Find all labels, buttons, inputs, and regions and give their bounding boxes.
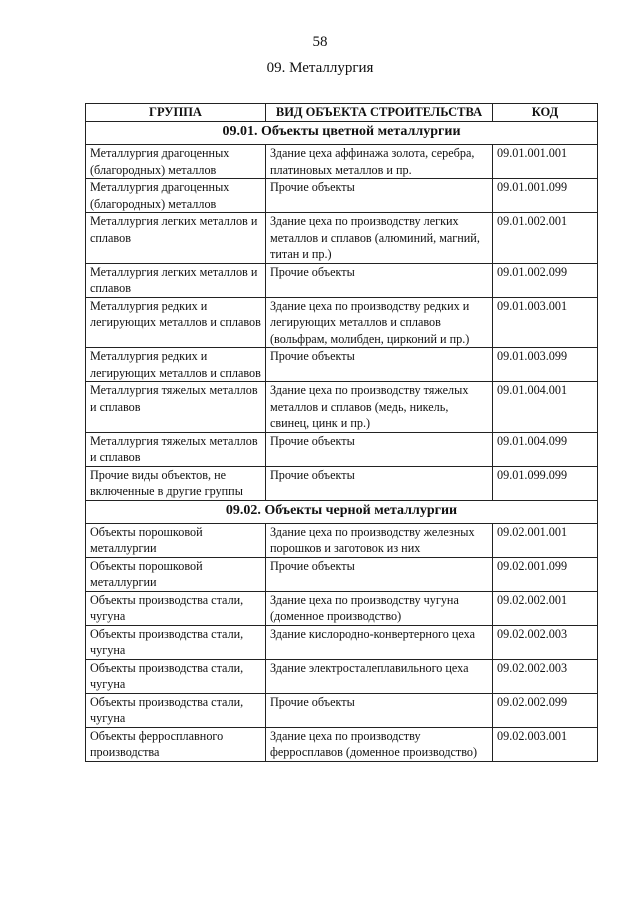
header-code: КОД (493, 104, 598, 122)
cell-group: Объекты ферросплавного производства (86, 727, 266, 761)
cell-group: Металлургия легких металлов и сплавов (86, 263, 266, 297)
table-row (86, 659, 598, 693)
cell-code: 09.01.001.099 (493, 179, 598, 213)
cell-code: 09.02.002.003 (493, 659, 598, 693)
cell-code: 09.01.004.001 (493, 382, 598, 433)
cell-object-type: Здание цеха по производству ферросплавов (доменное производство) (266, 727, 493, 761)
cell-object-type: Здание электросталеплавильного цеха (266, 659, 493, 693)
cell-code: 09.01.004.099 (493, 432, 598, 466)
cell-object-type: Здание цеха по производству легких металлов и сплавов (алюминий, магний, титан и пр.) (266, 213, 493, 264)
cell-object-type: Здание цеха по производству чугуна (доменное производство) (266, 591, 493, 625)
cell-object-type: Прочие объекты (266, 179, 493, 213)
cell-object-type: Прочие объекты (266, 466, 493, 500)
header-group: ГРУППА (86, 104, 266, 122)
table-row (86, 591, 598, 625)
cell-group: Металлургия тяжелых металлов и сплавов (86, 382, 266, 433)
cell-object-type: Здание цеха по производству железных порошков и заготовок из них (266, 523, 493, 557)
cell-code: 09.01.001.001 (493, 145, 598, 179)
table-body (86, 122, 598, 762)
cell-group: Объекты производства стали, чугуна (86, 659, 266, 693)
cell-code: 09.02.002.003 (493, 625, 598, 659)
cell-group: Объекты производства стали, чугуна (86, 625, 266, 659)
cell-group: Металлургия тяжелых металлов и сплавов (86, 432, 266, 466)
cell-code: 09.02.002.099 (493, 693, 598, 727)
table-row (86, 145, 598, 179)
cell-code: 09.01.002.001 (493, 213, 598, 264)
cell-object-type: Прочие объекты (266, 263, 493, 297)
cell-object-type: Прочие объекты (266, 693, 493, 727)
cell-object-type: Прочие объекты (266, 557, 493, 591)
cell-code: 09.02.003.001 (493, 727, 598, 761)
cell-code: 09.02.001.001 (493, 523, 598, 557)
table-row (86, 557, 598, 591)
table-row (86, 348, 598, 382)
cell-group: Объекты производства стали, чугуна (86, 693, 266, 727)
cell-group: Металлургия редких и легирующих металлов и сплавов (86, 348, 266, 382)
cell-code: 09.02.001.099 (493, 557, 598, 591)
cell-group: Объекты порошковой металлургии (86, 523, 266, 557)
table-row (86, 432, 598, 466)
group-title-row (86, 122, 598, 145)
cell-code: 09.01.003.001 (493, 297, 598, 348)
cell-code: 09.02.002.001 (493, 591, 598, 625)
table-row (86, 466, 598, 500)
cell-object-type: Здание цеха по производству тяжелых металлов и сплавов (медь, никель, свинец, цинк и пр.) (266, 382, 493, 433)
cell-object-type: Здание цеха аффинажа золота, серебра, платиновых металлов и пр. (266, 145, 493, 179)
section-title: 09. Металлургия (266, 60, 374, 76)
cell-group: Прочие виды объектов, не включенные в другие группы (86, 466, 266, 500)
table-row (86, 382, 598, 433)
group-title: 09.02. Объекты черной металлургии (86, 500, 598, 523)
cell-object-type: Прочие объекты (266, 348, 493, 382)
cell-group: Металлургия легких металлов и сплавов (86, 213, 266, 264)
cell-object-type: Здание кислородно-конвертерного цеха (266, 625, 493, 659)
table-header (86, 104, 598, 122)
table-row (86, 297, 598, 348)
cell-group: Металлургия редких и легирующих металлов и сплавов (86, 297, 266, 348)
cell-object-type: Здание цеха по производству редких и легирующих металлов и сплавов (вольфрам, молибден, цирконий и пр.) (266, 297, 493, 348)
cell-code: 09.01.099.099 (493, 466, 598, 500)
cell-group: Металлургия драгоценных (благородных) металлов (86, 179, 266, 213)
table-row (86, 213, 598, 264)
table-row (86, 523, 598, 557)
table-row (86, 727, 598, 761)
cell-code: 09.01.003.099 (493, 348, 598, 382)
header-object-type: ВИД ОБЪЕКТА СТРОИТЕЛЬСТВА (266, 104, 493, 122)
table-row (86, 263, 598, 297)
page-number: 58 (312, 34, 328, 50)
cell-group: Объекты производства стали, чугуна (86, 591, 266, 625)
group-title: 09.01. Объекты цветной металлургии (86, 122, 598, 145)
group-title-row (86, 500, 598, 523)
cell-group: Объекты порошковой металлургии (86, 557, 266, 591)
table-row (86, 179, 598, 213)
table-row (86, 693, 598, 727)
cell-code: 09.01.002.099 (493, 263, 598, 297)
objects-table (85, 103, 598, 762)
cell-group: Металлургия драгоценных (благородных) металлов (86, 145, 266, 179)
cell-object-type: Прочие объекты (266, 432, 493, 466)
table-row (86, 625, 598, 659)
